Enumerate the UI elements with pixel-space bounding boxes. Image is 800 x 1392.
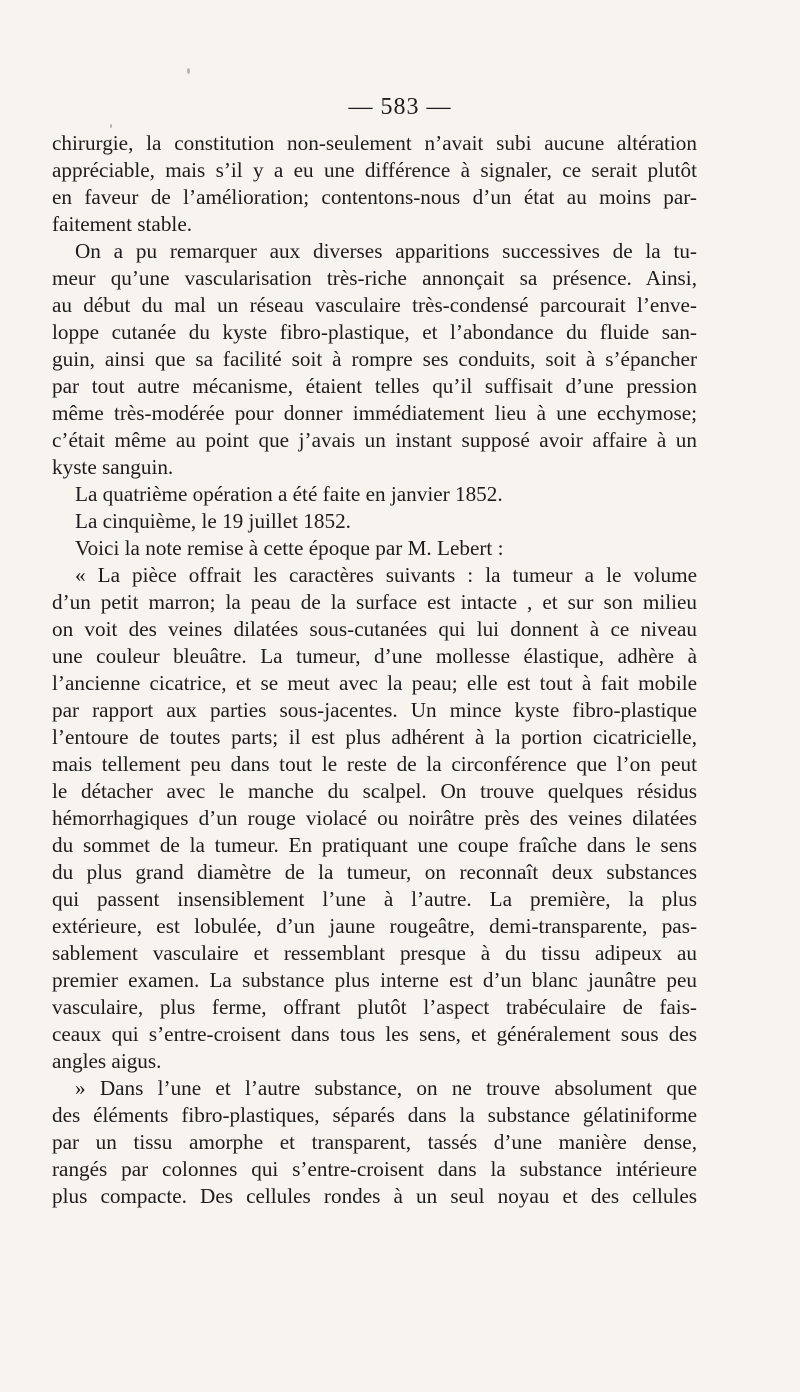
text-line: loppe cutanée du kyste fibro-plastique, et l’abondance du fluide san-	[52, 320, 697, 344]
page-number: — 583 —	[348, 94, 452, 120]
text-line: » Dans l’une et l’autre substance, on ne trouve absolument que	[75, 1076, 697, 1100]
text-line: du plus grand diamètre de la tumeur, on reconnaît deux substances	[52, 860, 697, 884]
text-line: qui passent insensiblement l’une à l’autre. La première, la plus	[52, 887, 697, 911]
text-line: chirurgie, la constitution non-seulement n’avait subi aucune altération	[52, 131, 697, 155]
text-line: La quatrième opération a été faite en janvier 1852.	[75, 482, 503, 506]
text-line: c’était même au point que j’avais un instant supposé avoir affaire à un	[52, 428, 697, 452]
text-line: « La pièce offrait les caractères suivants : la tumeur a le volume	[75, 563, 697, 587]
text-line: extérieure, est lobulée, d’un jaune rougeâtre, demi-transparente, pas-	[52, 914, 697, 938]
text-line: Voici la note remise à cette époque par M. Lebert :	[75, 536, 504, 560]
text-line: le détacher avec le manche du scalpel. On trouve quelques résidus	[52, 779, 697, 803]
text-line: ceaux qui s’entre-croisent dans tous les sens, et généralement sous des	[52, 1022, 697, 1046]
text-line: guin, ainsi que sa facilité soit à rompre ses conduits, soit à s’épancher	[52, 347, 697, 371]
text-line: appréciable, mais s’il y a eu une différence à signaler, ce serait plutôt	[52, 158, 697, 182]
text-line: du sommet de la tumeur. En pratiquant une coupe fraîche dans le sens	[52, 833, 697, 857]
text-line: plus compacte. Des cellules rondes à un seul noyau et des cellules	[52, 1184, 697, 1208]
text-line: premier examen. La substance plus interne est d’un blanc jaunâtre peu	[52, 968, 697, 992]
text-line: meur qu’une vascularisation très-riche annonçait sa présence. Ainsi,	[52, 266, 697, 290]
paper-speck	[187, 68, 190, 74]
text-line: l’ancienne cicatrice, et se meut avec la peau; elle est tout à fait mobile	[52, 671, 697, 695]
paper-speck	[110, 124, 112, 128]
text-line: on voit des veines dilatées sous-cutanées qui lui donnent à ce niveau	[52, 617, 697, 641]
text-line: On a pu remarquer aux diverses apparitions successives de la tu-	[75, 239, 697, 263]
text-line: par un tissu amorphe et transparent, tassés d’une manière dense,	[52, 1130, 697, 1154]
body-text	[52, 130, 697, 1210]
text-line: une couleur bleuâtre. La tumeur, d’une mollesse élastique, adhère à	[52, 644, 697, 668]
text-line: hémorrhagiques d’un rouge violacé ou noirâtre près des veines dilatées	[52, 806, 697, 830]
text-line: mais tellement peu dans tout le reste de la circonférence que l’on peut	[52, 752, 697, 776]
text-line: La cinquième, le 19 juillet 1852.	[75, 509, 351, 533]
text-line: même très-modérée pour donner immédiatement lieu à une ecchymose;	[52, 401, 697, 425]
text-line: rangés par colonnes qui s’entre-croisent dans la substance intérieure	[52, 1157, 697, 1181]
text-line: sablement vasculaire et ressemblant presque à du tissu adipeux au	[52, 941, 697, 965]
text-line: des éléments fibro-plastiques, séparés dans la substance gélatiniforme	[52, 1103, 697, 1127]
text-line: d’un petit marron; la peau de la surface est intacte , et sur son milieu	[52, 590, 697, 614]
text-line: par tout autre mécanisme, étaient telles qu’il suffisait d’une pression	[52, 374, 697, 398]
text-line: vasculaire, plus ferme, offrant plutôt l’aspect trabéculaire de fais-	[52, 995, 697, 1019]
text-line: kyste sanguin.	[52, 455, 174, 479]
text-line: par rapport aux parties sous-jacentes. Un mince kyste fibro-plastique	[52, 698, 697, 722]
text-line: angles aigus.	[52, 1049, 162, 1073]
text-line: faitement stable.	[52, 212, 193, 236]
text-line: l’entoure de toutes parts; il est plus adhérent à la portion cicatricielle,	[52, 725, 697, 749]
text-line: au début du mal un réseau vasculaire très-condensé parcourait l’enve-	[52, 293, 697, 317]
text-line: en faveur de l’amélioration; contentons-nous d’un état au moins par-	[52, 185, 697, 209]
